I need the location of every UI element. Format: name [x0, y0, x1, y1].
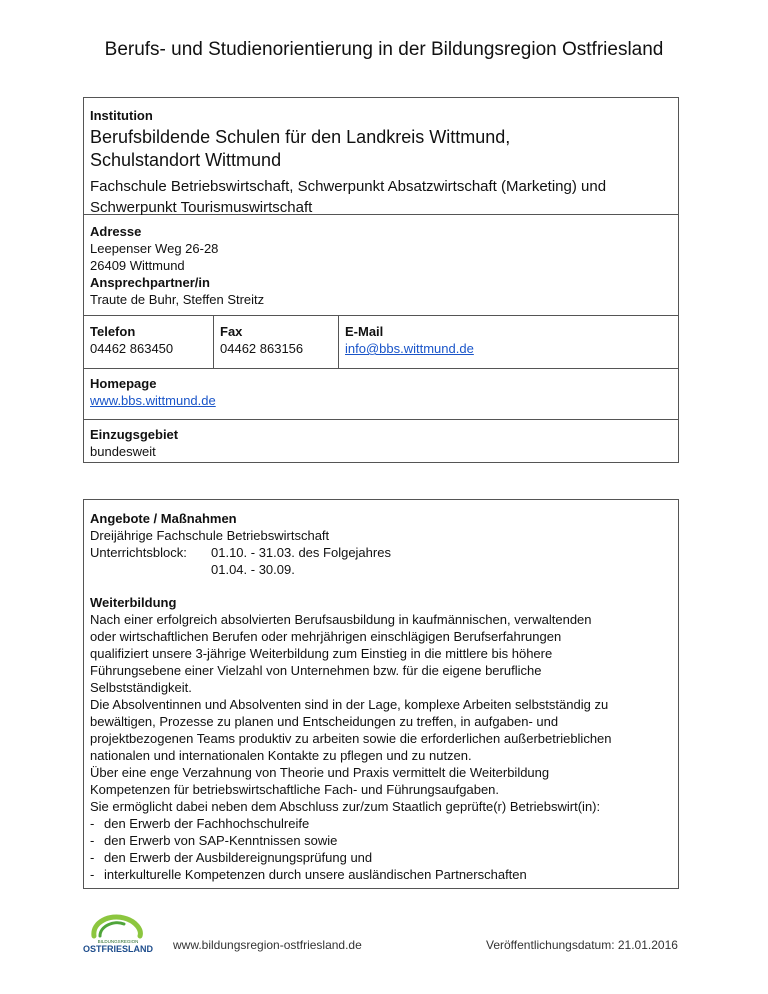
contact-person-label: Ansprechpartner/in	[90, 275, 210, 290]
paragraph-line: Sie ermöglicht dabei neben dem Abschluss zur/zum Staatlich geprüfte(r) Betriebswirt(in):	[90, 799, 601, 814]
footer-url: www.bildungsregion-ostfriesland.de	[173, 938, 362, 952]
svg-text:BILDUNGSREGION: BILDUNGSREGION	[97, 939, 139, 944]
schedule-key: Unterrichtsblock:	[90, 545, 187, 560]
fax-cell	[214, 316, 339, 368]
schedule-row-2	[90, 561, 672, 578]
email-link[interactable]: info@bbs.wittmund.de	[345, 341, 474, 356]
dash-bullet: -	[90, 816, 95, 831]
institution-row	[84, 98, 678, 215]
institution-subtitle-line1: Fachschule Betriebswirtschaft, Schwerpunkt Absatzwirtschaft (Marketing) und	[90, 178, 607, 195]
svg-text:OSTFRIESLAND: OSTFRIESLAND	[82, 944, 154, 954]
fax-number: 04462 863156	[220, 341, 304, 356]
schedule-value-1: 01.10. - 31.03. des Folgejahres	[211, 545, 391, 560]
institution-info-table	[83, 97, 679, 463]
offers-label: Angebote / Maßnahmen	[90, 511, 237, 526]
paragraph-line: Nach einer erfolgreich absolvierten Berufsausbildung in kaufmännischen, verwaltenden	[90, 612, 592, 627]
publication-date: Veröffentlichungsdatum: 21.01.2016	[486, 938, 678, 952]
fax-label: Fax	[220, 324, 243, 339]
homepage-row	[84, 369, 678, 420]
homepage-label: Homepage	[90, 376, 157, 391]
address-label: Adresse	[90, 224, 142, 239]
homepage-link[interactable]: www.bbs.wittmund.de	[90, 393, 216, 408]
list-item: - interkulturelle Kompetenzen durch unsere ausländischen Partnerschaften	[90, 867, 527, 882]
institution-name-line1: Berufsbildende Schulen für den Landkreis Wittmund,	[90, 127, 511, 147]
institution-name-line2: Schulstandort Wittmund	[90, 150, 282, 170]
paragraph-line: nationalen und internationalen Kontakte zu pflegen und zu nutzen.	[90, 748, 472, 763]
address-street: Leepenser Weg 26-28	[90, 241, 219, 256]
training-label: Weiterbildung	[90, 595, 177, 610]
region-row	[84, 420, 678, 464]
paragraph-line: Über eine enge Verzahnung von Theorie und Praxis vermittelt die Weiterbildung	[90, 765, 550, 780]
schedule-row	[90, 544, 672, 561]
institution-label: Institution	[90, 108, 153, 123]
paragraph-line: projektbezogenen Teams produktiv zu arbeiten sowie die erforderlichen außerbetrieblichen	[90, 731, 612, 746]
paragraph-line: qualifiziert unsere 3-jährige Weiterbildung zum Einstieg in die mittlere bis höhere	[90, 646, 553, 661]
offers-box	[83, 499, 679, 889]
paragraph-line: Führungsebene einer Vielzahl von Unternehmen bzw. für die eigene berufliche	[90, 663, 542, 678]
address-row	[84, 215, 678, 316]
dash-bullet: -	[90, 850, 95, 865]
list-item: - den Erwerb von SAP-Kenntnissen sowie	[90, 833, 338, 848]
phone-number: 04462 863450	[90, 341, 174, 356]
list-item: - den Erwerb der Fachhochschulreife	[90, 816, 310, 831]
page-footer	[0, 908, 768, 968]
paragraph-line: oder wirtschaftlichen Berufen oder mehrjährigen einschlägigen Berufserfahrungen	[90, 629, 562, 644]
page-title: Berufs- und Studienorientierung in der Bildungsregion Ostfriesland	[104, 39, 664, 60]
training-paragraph	[90, 611, 672, 815]
dash-bullet: -	[90, 833, 95, 848]
contact-row	[84, 316, 678, 369]
address-city: 26409 Wittmund	[90, 258, 185, 273]
institution-subtitle-line2: Schwerpunkt Tourismuswirtschaft	[90, 199, 313, 216]
phone-label: Telefon	[90, 324, 136, 339]
schedule-value-2: 01.04. - 30.09.	[211, 562, 295, 577]
email-label: E-Mail	[345, 324, 384, 339]
paragraph-line: bewältigen, Prozesse zu planen und Entscheidungen zu treffen, in aufgaben- und	[90, 714, 559, 729]
email-cell	[339, 316, 678, 368]
list-item: - den Erwerb der Ausbildereignungsprüfung und	[90, 850, 373, 865]
benefit-list	[90, 815, 672, 883]
contact-person: Traute de Buhr, Steffen Streitz	[90, 292, 265, 307]
bildungsregion-logo	[80, 910, 156, 962]
phone-cell	[84, 316, 214, 368]
region-label: Einzugsgebiet	[90, 427, 179, 442]
paragraph-line: Die Absolventinnen und Absolventen sind in der Lage, komplexe Arbeiten selbstständig zu	[90, 697, 609, 712]
dash-bullet: -	[90, 867, 95, 882]
paragraph-line: Selbstständigkeit.	[90, 680, 192, 695]
region-value: bundesweit	[90, 444, 156, 459]
offers-line: Dreijährige Fachschule Betriebswirtschaft	[90, 528, 330, 543]
paragraph-line: Kompetenzen für betriebswirtschaftliche Fach- und Führungsaufgaben.	[90, 782, 500, 797]
